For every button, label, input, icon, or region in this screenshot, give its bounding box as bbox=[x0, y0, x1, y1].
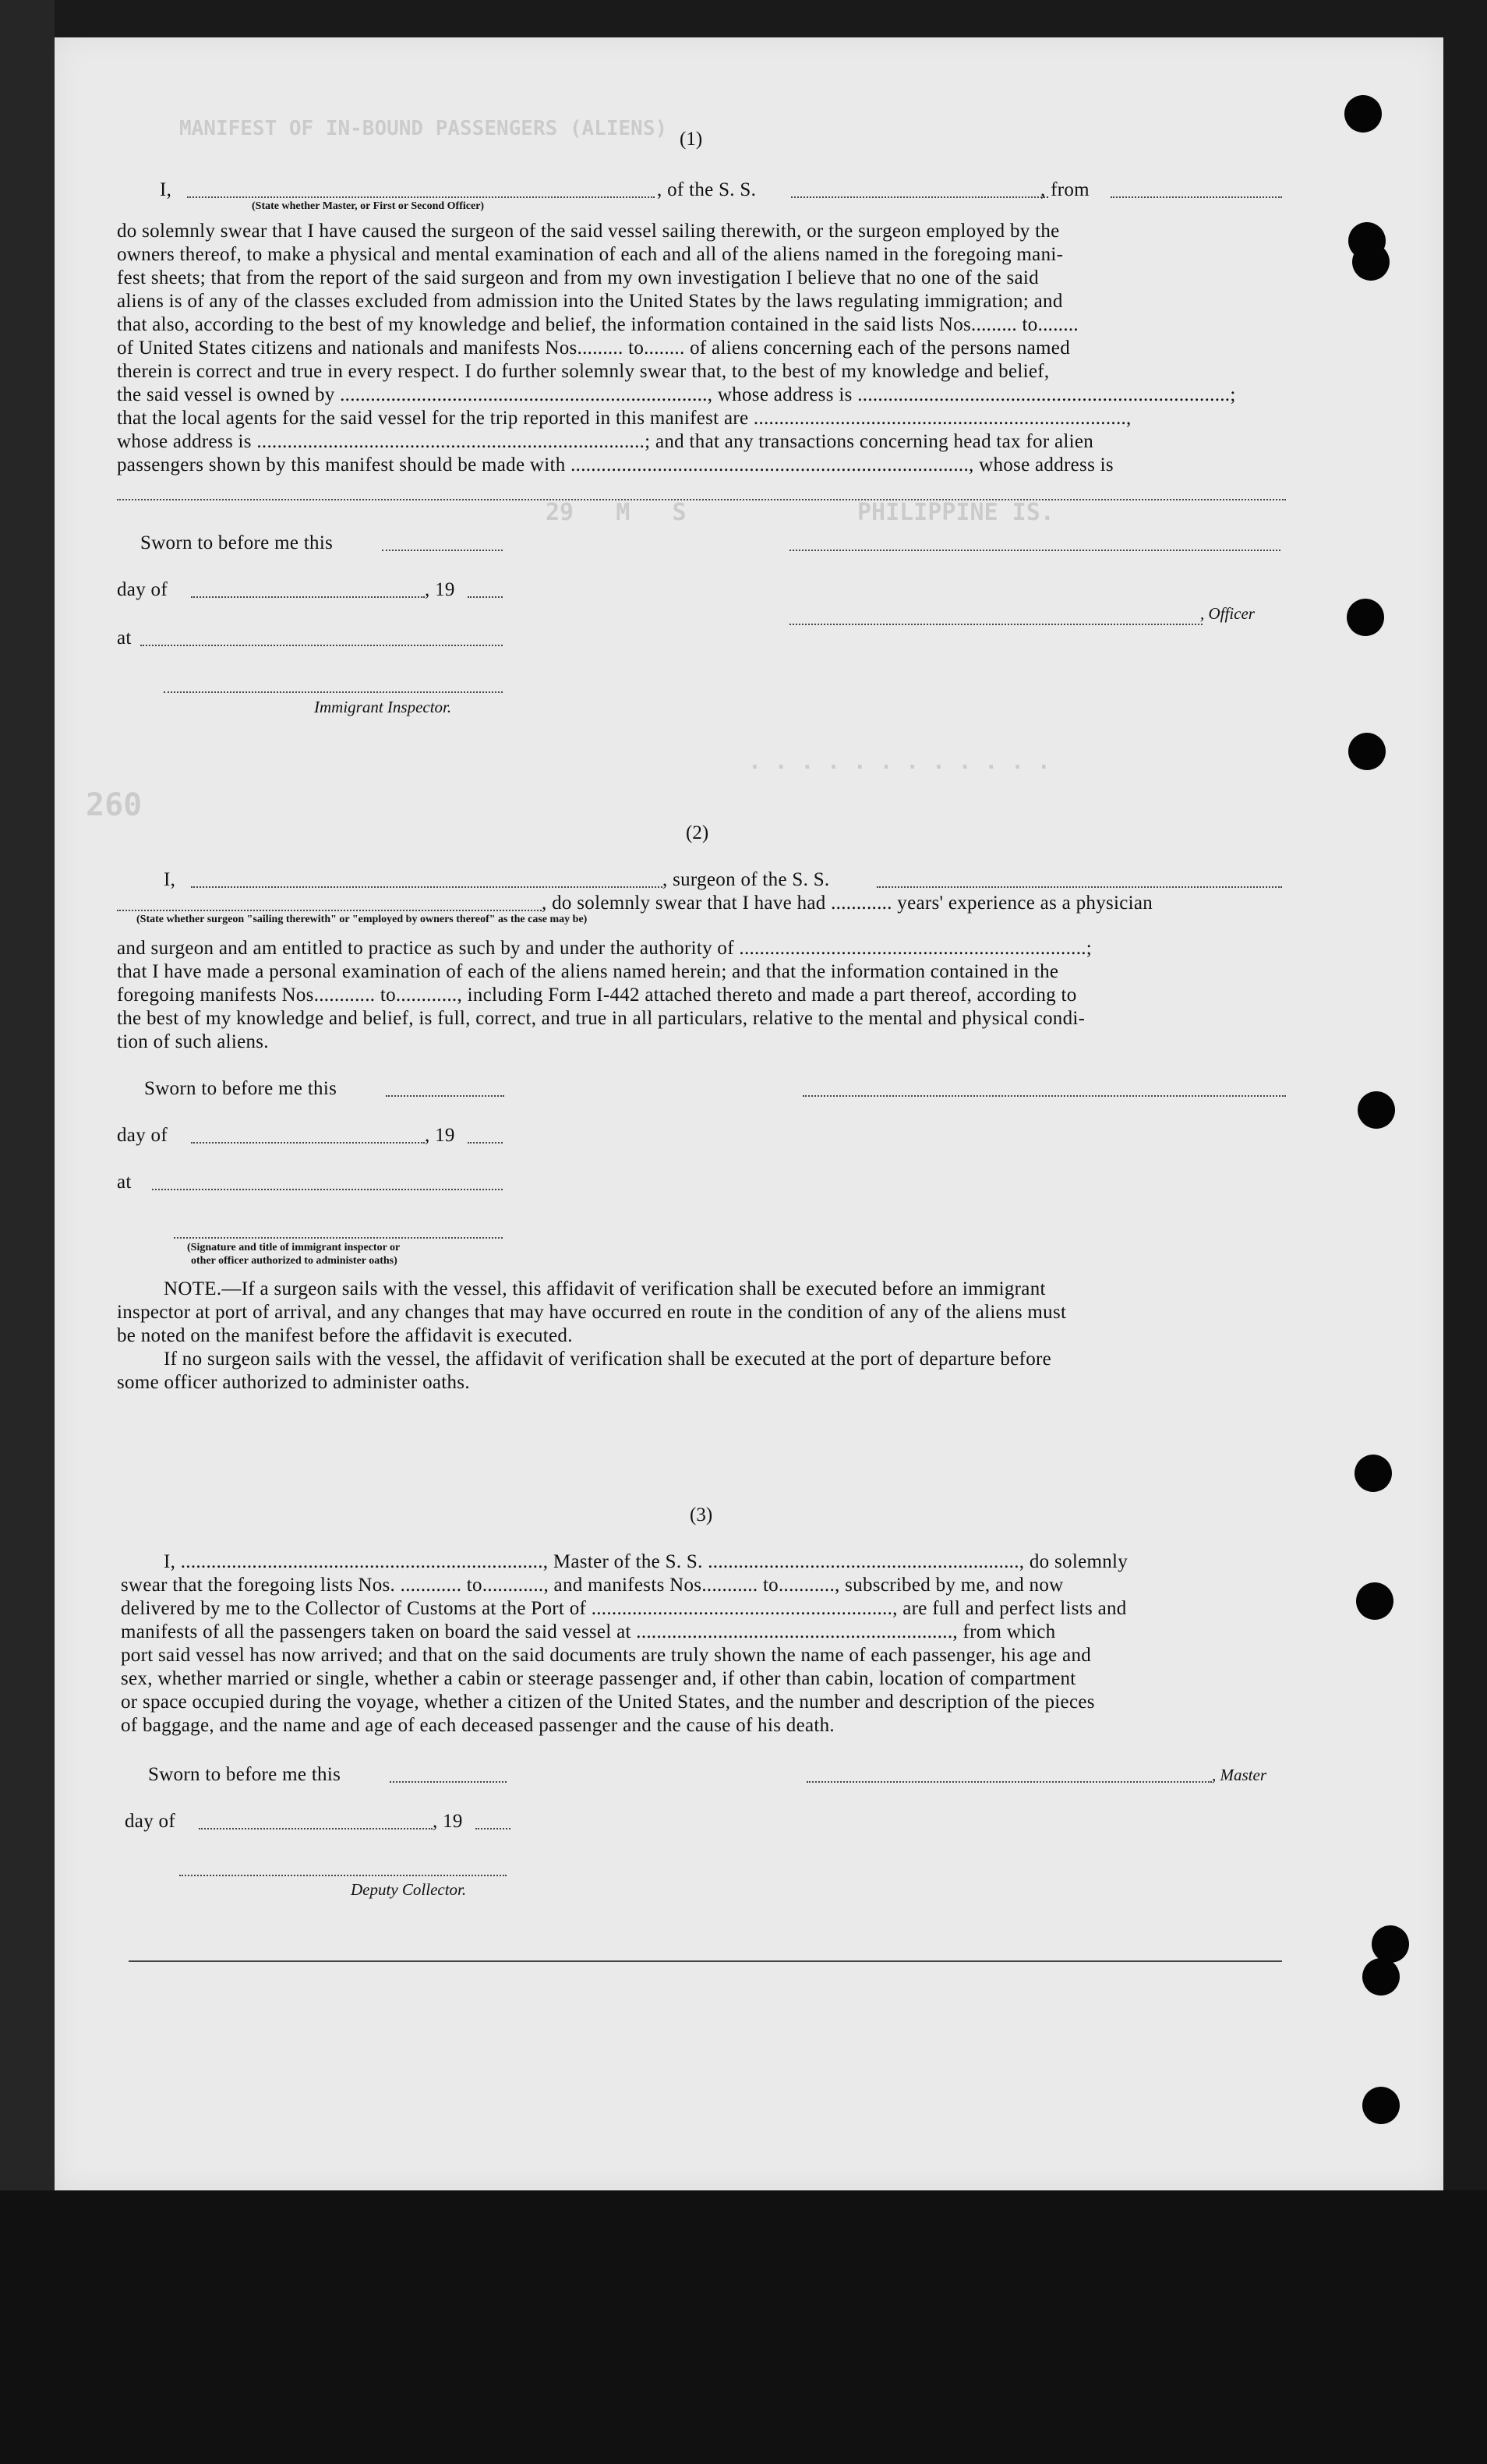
punch-hole bbox=[1344, 95, 1382, 133]
s2-body-line: foregoing manifests Nos............ to............, including Form I-442 attached thereto and made a part thereof, according to bbox=[117, 985, 1077, 1006]
s1-body-line: fest sheets; that from the report of the said surgeon and from my own investigation I believe that no one of the said bbox=[117, 267, 1039, 288]
s1-officer-label: , Officer bbox=[1200, 604, 1255, 623]
s2-note-line: inspector at port of arrival, and any changes that may have occurred en route in the condition of any of the aliens must bbox=[117, 1302, 1067, 1323]
bleed-through-text: 260 bbox=[86, 787, 143, 823]
punch-hole bbox=[1356, 1582, 1393, 1620]
s2-body-line: tion of such aliens. bbox=[117, 1031, 269, 1052]
s2-sig-note-1: (Signature and title of immigrant inspector or bbox=[187, 1242, 401, 1253]
s2-day-field[interactable] bbox=[191, 1142, 425, 1144]
s1-sworn-field[interactable] bbox=[382, 550, 503, 551]
bleed-through-text: PHILIPPINE IS. bbox=[857, 499, 1054, 526]
s1-line1-from: , from bbox=[1040, 179, 1090, 200]
s1-body-line: whose address is ............................................................................; and that any transactions concerning head tax for alien bbox=[117, 431, 1094, 452]
s2-sworn-label: Sworn to before me this bbox=[144, 1078, 337, 1099]
s2-line1-i: I, bbox=[164, 869, 176, 890]
s2-note-line: NOTE.—If a surgeon sails with the vessel, this affidavit of verification shall be executed before an immigrant bbox=[164, 1278, 1046, 1299]
s3-body-line: swear that the foregoing lists Nos. ............ to............, and manifests Nos........... to..........., subscribed by me, and now bbox=[121, 1575, 1064, 1596]
s2-surgeon-name-field[interactable] bbox=[191, 886, 662, 888]
s3-body-line: or space occupied during the voyage, whether a citizen of the United States, and the number and description of the pieces bbox=[121, 1692, 1095, 1713]
s2-year-label: , 19 bbox=[425, 1125, 455, 1146]
s1-vessel-field[interactable] bbox=[791, 196, 1048, 198]
s1-from-field[interactable] bbox=[1111, 196, 1282, 198]
s2-day-label: day of bbox=[117, 1125, 168, 1146]
s1-year-field[interactable] bbox=[468, 596, 503, 598]
s2-note: (State whether surgeon "sailing therewith" or "employed by owners thereof" as the case may be) bbox=[136, 914, 588, 925]
s3-collector-label: Deputy Collector. bbox=[351, 1880, 467, 1899]
s2-at-label: at bbox=[117, 1172, 132, 1193]
s2-inspector-signature[interactable] bbox=[174, 1237, 503, 1239]
s1-officer-signature-2[interactable] bbox=[789, 624, 1203, 625]
punch-hole bbox=[1372, 1925, 1409, 1963]
punch-hole bbox=[1362, 2087, 1400, 2124]
s2-year-field[interactable] bbox=[468, 1142, 503, 1144]
s2-surgeon-type-field[interactable] bbox=[117, 910, 542, 911]
s2-vessel-field[interactable] bbox=[877, 886, 1282, 888]
s3-collector-signature[interactable] bbox=[179, 1875, 507, 1876]
s1-sworn-label: Sworn to before me this bbox=[140, 532, 334, 553]
s2-body-line: and surgeon and am entitled to practice as such by and under the authority of ....................................................................; bbox=[117, 938, 1093, 959]
section-2-number: (2) bbox=[686, 822, 709, 843]
s1-day-label: day of bbox=[117, 579, 168, 600]
punch-hole bbox=[1362, 1958, 1400, 1996]
s1-line1-i: I, bbox=[160, 179, 172, 200]
scan-edge-left bbox=[0, 0, 55, 2190]
punch-hole bbox=[1347, 599, 1384, 636]
bleed-through-text: 29 M S bbox=[546, 499, 687, 526]
s3-sworn-field[interactable] bbox=[390, 1781, 507, 1783]
s3-year-field[interactable] bbox=[475, 1828, 510, 1829]
s3-sworn-label: Sworn to before me this bbox=[148, 1764, 341, 1785]
s1-at-label: at bbox=[117, 627, 132, 649]
s2-line2: , do solemnly swear that I have had ............ years' experience as a physician bbox=[542, 893, 1153, 914]
punch-hole bbox=[1352, 243, 1390, 281]
s3-body-line: sex, whether married or single, whether a cabin or steerage passenger and, if other than cabin, location of compartment bbox=[121, 1668, 1076, 1689]
s2-note-line: If no surgeon sails with the vessel, the affidavit of verification shall be executed at the port of departure before bbox=[164, 1349, 1052, 1370]
s1-note: (State whether Master, or First or Second Officer) bbox=[252, 200, 485, 212]
s3-year-label: , 19 bbox=[433, 1811, 463, 1832]
s1-at-field[interactable] bbox=[140, 645, 503, 646]
s3-body-line: manifests of all the passengers taken on board the said vessel at .............................................................., from which bbox=[121, 1621, 1056, 1642]
s1-body-line: therein is correct and true in every respect. I do further solemnly swear that, to the best of my knowledge and belief, bbox=[117, 361, 1050, 382]
section-3-number: (3) bbox=[690, 1504, 713, 1525]
bleed-through-text: MANIFEST OF IN-BOUND PASSENGERS (ALIENS) bbox=[179, 117, 668, 140]
s2-sig-note-2: other officer authorized to administer oaths) bbox=[191, 1255, 397, 1267]
s1-body-line: of United States citizens and nationals and manifests Nos......... to........ of aliens concerning each of the persons named bbox=[117, 338, 1071, 359]
s2-note-line: be noted on the manifest before the affidavit is executed. bbox=[117, 1325, 573, 1346]
scan-background bbox=[0, 2190, 1487, 2464]
s2-body-line: that I have made a personal examination of each of the aliens named herein; and that the information contained in the bbox=[117, 961, 1059, 982]
s2-note-line: some officer authorized to administer oaths. bbox=[117, 1372, 470, 1393]
s1-inspector-signature[interactable] bbox=[164, 691, 503, 693]
punch-hole bbox=[1358, 1091, 1395, 1129]
s1-line1-ss: , of the S. S. bbox=[657, 179, 757, 200]
s2-line1-ss: , surgeon of the S. S. bbox=[662, 869, 830, 890]
s1-body-line: that also, according to the best of my knowledge and belief, the information contained in the said lists Nos......... to........ bbox=[117, 314, 1079, 335]
s3-master-label: , Master bbox=[1212, 1766, 1266, 1784]
s3-body-line: of baggage, and the name and age of each deceased passenger and the cause of his death. bbox=[121, 1715, 835, 1736]
s2-sworn-field[interactable] bbox=[386, 1095, 504, 1097]
s1-body-line: do solemnly swear that I have caused the surgeon of the said vessel sailing therewith, or the surgeon employed by the bbox=[117, 221, 1060, 242]
s3-body-line: port said vessel has now arrived; and that on the said documents are truly shown the name of each passenger, his age and bbox=[121, 1645, 1092, 1666]
s1-address-field[interactable] bbox=[117, 499, 1286, 500]
section-1-number: (1) bbox=[680, 129, 703, 150]
s2-body-line: the best of my knowledge and belief, is full, correct, and true in all particulars, relative to the mental and physical condi- bbox=[117, 1008, 1086, 1029]
s1-year-label: , 19 bbox=[425, 579, 455, 600]
s1-body-line: aliens is of any of the classes excluded from admission into the United States by the laws regulating immigration; and bbox=[117, 291, 1063, 312]
s1-inspector-label: Immigrant Inspector. bbox=[314, 698, 452, 716]
s3-body-line: I, ......................................................................., Master of the S. S. ............................................................., do solemnly bbox=[164, 1551, 1128, 1572]
s1-body-line: the said vessel is owned by ........................................................................, whose address is .........................................................................; bbox=[117, 384, 1236, 405]
punch-hole bbox=[1355, 1455, 1392, 1492]
s1-body-line: owners thereof, to make a physical and mental examination of each and all of the aliens named in the foregoing mani- bbox=[117, 244, 1064, 265]
punch-hole bbox=[1348, 733, 1386, 770]
bleed-through-text: . . . . . . . . . . . . bbox=[748, 748, 1051, 774]
s1-body-line: passengers shown by this manifest should be made with .............................................................................., whose address is bbox=[117, 454, 1114, 475]
s1-day-field[interactable] bbox=[191, 596, 425, 598]
s1-officer-signature-1[interactable] bbox=[789, 550, 1280, 551]
s1-body-line: that the local agents for the said vessel for the trip reported in this manifest are ........................................................................., bbox=[117, 408, 1132, 429]
s3-master-signature[interactable] bbox=[807, 1781, 1212, 1783]
s3-day-label: day of bbox=[125, 1811, 175, 1832]
s2-surgeon-signature[interactable] bbox=[803, 1095, 1286, 1097]
s3-day-field[interactable] bbox=[199, 1828, 433, 1829]
s3-body-line: delivered by me to the Collector of Customs at the Port of ..........................................................., are full and perfect lists and bbox=[121, 1598, 1127, 1619]
bottom-rule bbox=[129, 1960, 1282, 1962]
s2-at-field[interactable] bbox=[152, 1189, 503, 1190]
s1-officer-title-field[interactable] bbox=[187, 196, 655, 198]
